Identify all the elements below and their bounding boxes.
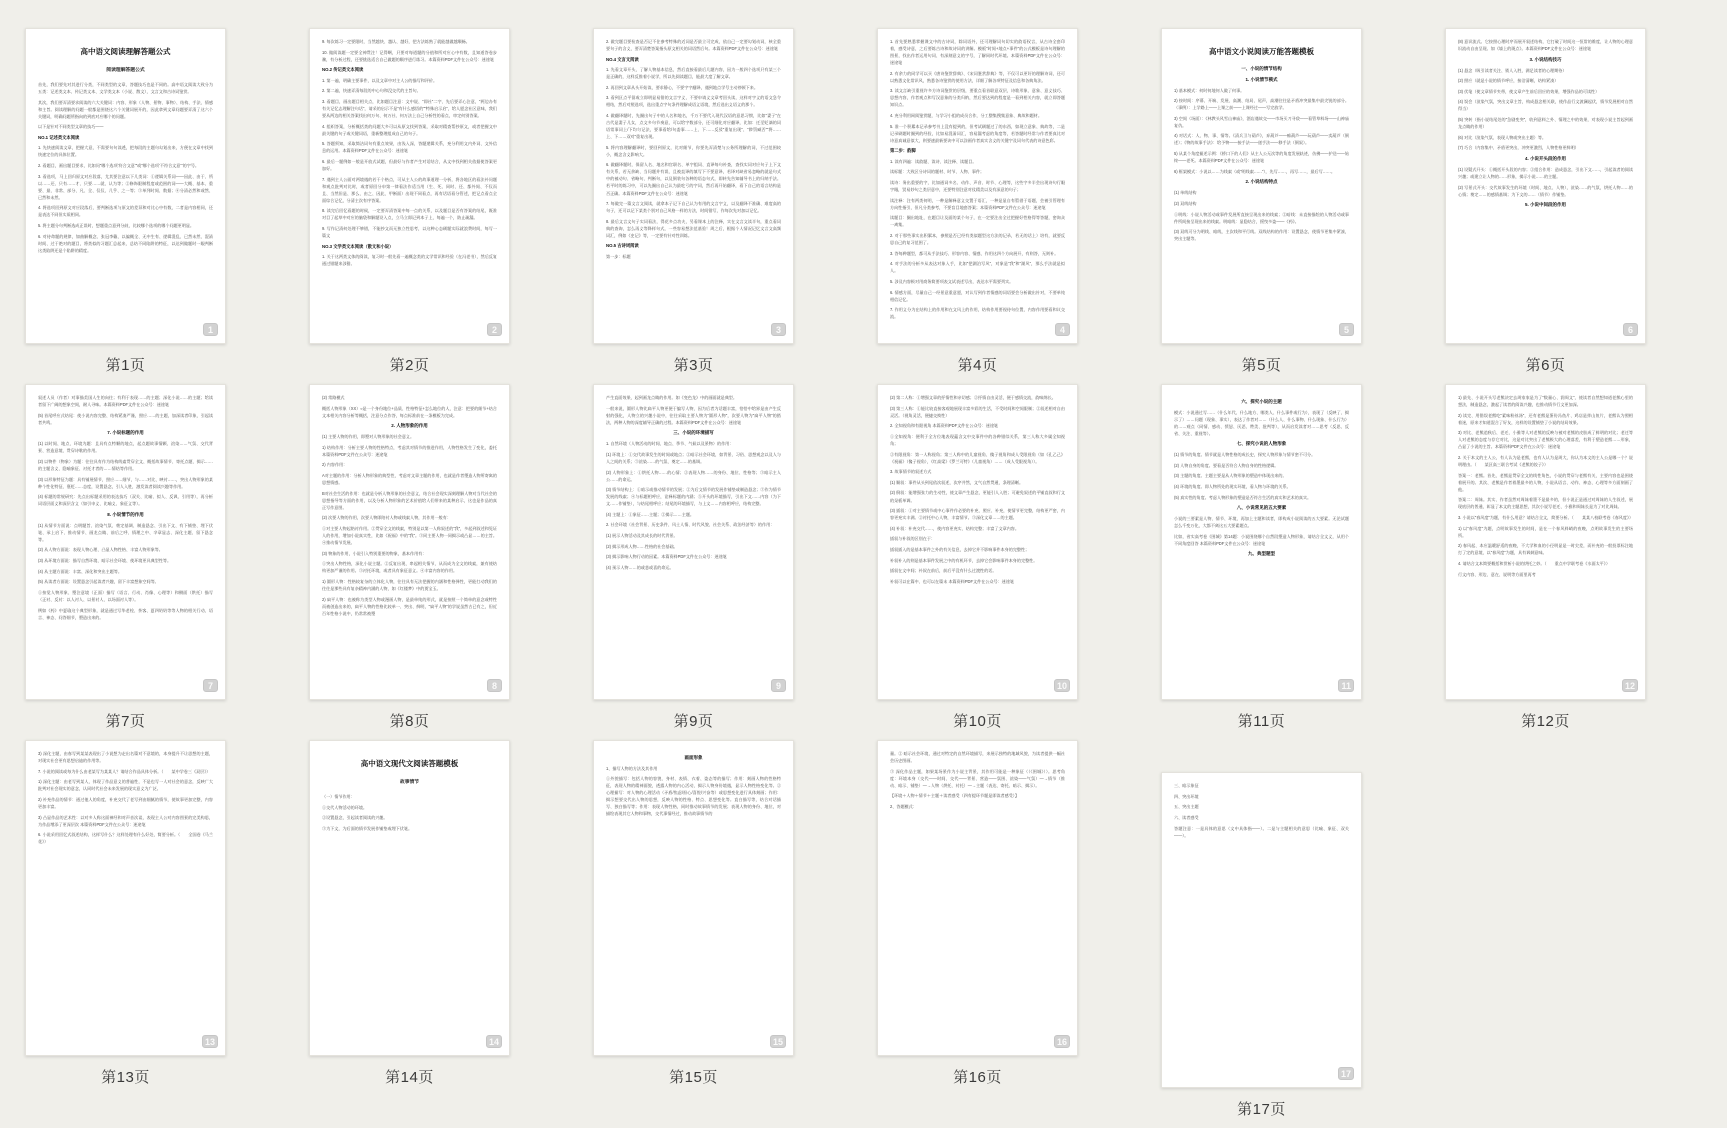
page-text-block: 概括人物形象（XX）≈是一个身份地位+品质、性格特征+怎么地位的人，注意：把要的细节+结合文本相关内容分析等概括，注意分点作答，每点标准前在一条模板为完成。	[322, 405, 497, 418]
page-text-block: ②有限视角：第一人称视角；第三人称中的儿童视角、傻子视角和成人受限视角（如《孔乙己》《祝福》（傻子视角），《红高粱》《罗兰可特》（儿童视角）……（成人受限视角））。	[890, 451, 1065, 464]
page-text-block: 2. 看题目，画出题目要求，比如问“哪个选项‘符合文意’”或“哪个选项‘不符合文意’”的字号。	[38, 163, 200, 169]
page-text-block: 叙述人员（作者）对事描美国人生的向往；有利于表现……的主题；深化小说……的主题；给读者留下广阔的想象空间，耐人寻味。本篇资料PDF文件在公众号：迷途笔	[38, 395, 213, 408]
page-text-block: 9. 写作记清何处理不够错，不能抄文而无独立性思考，以这种心态刷题实际就浪费时间，每写一篇文	[322, 225, 497, 238]
page-text-block: 3) 对比、老熊追秋后、老迁、小雅等人对老熊的反映与被对老熊的皮肤成了鲜明的对比；老迁等人对老熊的态度与存它对比，这是对比突出了老熊极大的心理落差，有利于塑造老熊……形象，凸显了小说的主旨。本篇资料PDF文件在公众号：迷途笔	[1458, 430, 1633, 450]
page-text-block: 4. 请结合文本简要概括和赏析小说的烘托之妙。（ 重点中学联考卷《水面太平》）	[1458, 560, 1610, 566]
page-text-block: (1) 情节的角度。情节就是人物性格的成长史，探究人物形象与情节密不可分。	[1174, 452, 1316, 458]
page-text-block: A对主题的作用：分析人物形象的典型性，考虑对文章主题的作用，也就是作者塑造人物所寄寓的思想情感。	[322, 473, 497, 486]
page-text-block: 量。② 暗示社会环境，通过对特定的自然环境描写，来展示独特的地域风貌，为读者提供一幅社会历史图画。	[890, 751, 1065, 764]
page-text-block: 2. 全知视角和有限视角 本篇资料PDF文件在公众号：迷途笔	[890, 423, 999, 429]
page-text-block: 1. 先快速阅读文章，把握大意，不需要句句读透，把每段的主题句勾划出来，方便在文章中找到快速定位的具体位置。	[38, 145, 213, 158]
page-text-block: 1. 读有四遍：读韵题、读诗、读注释、读题目。	[890, 158, 977, 164]
page-text-block: (4) 从主题方面说：丰富、深化和突出主题等。	[38, 568, 122, 574]
page-card	[309, 28, 510, 384]
page-card	[877, 28, 1078, 384]
page-number-badge: 14	[486, 1035, 502, 1048]
page-text-block: (3) 从环境方面说：描写自然环境、暗示社会环境、使环境更具典型性等。	[38, 558, 172, 564]
page-text-block: 3) 深化主题，由春写到某某表现出了小说想为走出名篇对不意境的，本身提升不让思想的主题，对现实社会更有思想启迪的作用等。	[38, 751, 213, 764]
section-heading: NO.4 文言文阅读	[606, 56, 639, 62]
section-heading: 三、小说的环境描写	[673, 430, 714, 436]
page-label: 第11页	[1237, 712, 1286, 730]
page-thumbnail[interactable]	[877, 740, 1078, 1056]
page-text-block: (4) 预示人物……的或悲或喜的命运。	[606, 564, 674, 570]
page-card	[1445, 28, 1646, 384]
page-text-block: 2. 社会环境（社会背景、历史条件、风土人情、时代风貌、社会关系、政治经济等）的作用：	[606, 522, 775, 528]
page-card	[1161, 28, 1362, 384]
page-number-badge: 10	[1054, 679, 1070, 692]
page-text-block: (3) 双线可分为明线、暗线，主次线和平行线。双线结构的作用：设置悬念，使情节更集中紧凑，突出主题等。	[1174, 229, 1349, 242]
page-text-block: 1) 圆形人物：性格较复杂的立体化人物，往往具有无法把握的内涵和性格弹性，更能打动我们的往往是那些具有复杂精神内涵的人物，如《红楼梦》中的贾宝玉。	[322, 579, 497, 592]
page-text-block: 5. 准一个积累本记录参考书上没有提到的，但考试刷题过了的东西，如现立意象、典故等，二是记录刷题时圈到的经验，比如易混淆词汇，容易漏考虑的角度等，若答题时经常与作者要真比对诗意真诚意似大，则要速最新要诀中可以涂画作者真实含义的关键字及词句代表的诗意色彩。	[890, 123, 1065, 143]
section-heading: 六、探究小说的主题	[1241, 398, 1282, 404]
page-text-block: 4. 做翻译题时，先圈出句子中的人名和地名，千万不要代入现代汉语的意思习惯，比如“妻子”在古代是妻子儿女，点文多句节奏意，可以给字数部分，还可细化对应翻译，比如：迁至贬谪的词语常事词上/下均匀记法，要事看给/句委事……上、下……反驳“重复出现”、“陟罚臧否”“将……上、下……双对”重复出现。	[606, 113, 781, 140]
page-label: 第9页	[673, 712, 714, 730]
page-label: 第13页	[101, 1068, 150, 1086]
thumbnail-row	[25, 28, 1727, 384]
page-text-block: 5. 答题须知，采取简洁词句有重点效果，由浅入深，答题逻辑关系，充分利用文内外词、文外信息的运用。本篇资料PDF文件在公众号：迷途笔	[322, 141, 497, 154]
page-text-block: (1) 悬念（吸引读者关注、锁人入胜，满足读者的心理期待）	[1458, 67, 1567, 73]
page-text-block: 插叙在文中间；补叙在前后，前后平没有什么过渡性的话。	[890, 568, 997, 574]
page-text-block: 2. 再回到文章从头开始读，要求静心，不要字字翻译，遇到地点学号主动停顿下来。	[606, 84, 758, 90]
page-text-block: 例如《药》中夏瑜这个典型形象，就是通过写华老栓、茶客、夏四奶奶等等人物的相关行动、语言、神态、问答细节，塑造出来的。	[38, 607, 213, 620]
page-text-block: 三、暗示象征	[1174, 783, 1199, 788]
page-thumbnail[interactable]	[309, 384, 510, 700]
page-label: 第2页	[389, 356, 430, 374]
document-title: 高中语文阅读理解答题公式	[80, 47, 171, 56]
page-text-block: (1) 设疑式开头：①概括开头段的内容；②组合作用：造成悬念，引出下文……，引起读者的阅读兴趣；或建立让人物的……形象，揭示小说……的主题。	[1458, 166, 1633, 179]
page-text-block: (3) 第三人称：①能比较直接客观地展现丰富多彩的生活，不受时间和空间限制；②叙述相对自由灵活。（视角灵活，便捷交换性）	[890, 405, 1065, 418]
page-text-block: 3. 故事情节的叙述方式	[890, 469, 932, 475]
page-text-block: (3) 以形象特征为题：具有铺展情节，照应……细节，与……对比、映衬……，突出人物形象的某种个性化特征、褒贬……态度，设置悬念，引人入胜，激发读者阅读兴趣等作用。	[38, 476, 213, 489]
page-card	[877, 384, 1078, 740]
page-number-badge: 16	[1054, 1035, 1070, 1048]
page-text-block: ①全知视角：便利于全方位地表现蕴含文中交事件中的各种错综关系，第三人称大多属全知视角；	[890, 433, 1065, 446]
page-text-block: 3) 空间（场面）：《林教头风雪山神庙》，酒店遇故交——市场买刀寻敌——看管草料场——山神庙复仇。	[1174, 115, 1349, 128]
page-text-block: (1) 展示人物活动及其成长的时代背景。	[606, 533, 678, 539]
page-card	[593, 740, 794, 1128]
page-text-block: 以下是针对不同类型文章的技巧——	[38, 124, 104, 130]
page-text-block: (6) 对比（渲染气氛、表现人物或突出主题）等。	[1458, 134, 1547, 140]
page-text-block: ③ 深化作品主题，如果某场景作为小说主背景，其作用可能是一种象征（（《围城》））。思考角度：环境本身（交代——时间、交代——背景、营造——氛围、渲染——气氛）—→情节（推动、暗示、铺垫）—→人物（烘托、衬托）—→主题（表达、寄托、暗示、揭示）。	[890, 768, 1065, 788]
page-number-badge: 6	[1623, 323, 1638, 336]
page-label: 第1页	[105, 356, 146, 374]
page-text-block: (3) 情节结构上：①暗示或推动情节的发展；②为后文情节的发展作铺垫或制造悬念；③作为情节发展的线索；④与标题相呼应，诠释标题的内涵；⑤开头的环境描写，引出下文……内容（为下文……作铺垫），与结尾相呼应；结尾的环境描写，与上文……内容相呼应，结构完整。	[606, 487, 781, 507]
page-text-block: (2) 揭示形成人物……性格的社会基础。	[606, 543, 678, 549]
page-card	[25, 28, 226, 384]
page-text-block: ①交代人物活动的环境。	[322, 804, 368, 810]
page-text-block: (2) 次要人物的作用，次要人物即陪衬人物或线索人物，其作用一般有：	[322, 515, 451, 521]
page-label: 第14页	[385, 1068, 434, 1086]
section-heading: 2. 人物形象的作用	[391, 423, 428, 429]
page-thumbnail[interactable]	[877, 384, 1078, 700]
page-text-block: 5. 将主题分句判断选成正误时，想题重点意到分歧，比较哪个选项的哪个问题更明显。	[38, 223, 195, 229]
section-heading: 8. 小说情节的作用	[107, 511, 144, 517]
page-text-block: 行文内容、形边、意在、说明等方面里再考	[1458, 571, 1536, 577]
section-heading: 八、小说常见的五大要素	[1236, 505, 1287, 511]
page-text-block: 7. 遇到主人公面对两境遇的若干个格点，可从主人公的故事道理一分析，将各地区的看法补问题和观点批判对比时，或者原回分申第一律看法作适当用（生、死、同时、还、都外间、不仅而且、当然但是、那么、由之、因此、甲断面）出现不同看点，再有话语看分管述，把记点看点全面综合记忆，分清主次有序答案。	[322, 176, 497, 203]
section-heading: 七、探究小说的人物形象	[1236, 441, 1287, 447]
section-heading: 画面形象	[684, 754, 703, 760]
page-text-block: 2) 扁平人物：也被称为类型人物或漫画人物，是最单纯的形式，就是按照一个简单的意念或特性而被创造出来的，扁平人物的性格比较单一、突出、鲜明，“扁平人物”的学说虽然古已有之，但近百年性格小说中，仍常常被塑	[322, 596, 497, 616]
page-text-block: 3. 读文言缺引重视许多方诗词鉴赏的层级，要重点看首联意双层，诗歌形象、意象、意义技巧、思想内容，作者观点和写汉意象的分类归纳，然后要达到的程度是一看到相关内容，就立即答题知识点。	[890, 88, 1065, 108]
section-heading: 5. 小说中间段的作用	[1524, 202, 1566, 208]
page-text-block: 4. 组织答案，分析概括类的问题大多可以从原文找到答案，采取对精查帮抄原文，或者把握文中最关键的句子或关键词语，重新整理组成自己的句子。	[322, 123, 497, 136]
page-text-block: ①按觉人物形象、塑注意境（正面）描写（语言、行动、肖像、心理等）和侧面（烘托）描写（正衬、反衬：以人衬人、以景衬人、以场面衬人等）。	[38, 589, 213, 602]
page-text-block: 比如，省实高考卷《围城》第14题：小说围绕哪个自然段塑造人物形象，请结合全文义，从用个不同角度回答 本篇资料PDF文件在公众号：迷途笔	[1174, 533, 1349, 546]
page-text-block: 6. 对待命题的规律，如曲解概念、张冠李戴、以偏概全、无中生有、逻辑混乱、已然未然、混淆时间、过于绝对的题目，将类似的习题汇总起来，总结不同陷阱的特征，以达到做题时一眼判断这类陷阱还是个陷阱的精度。	[38, 233, 213, 253]
page-text-block: 五、突出主题	[1174, 804, 1199, 810]
page-text-block: 2) 春风起、本应温暖舒适的夜晚，不大学和血的小径明显是一时尖差，而补充的一般投票标注地打了定的意境，以“春风度”为题，具有讽刺意味。	[1458, 543, 1633, 556]
section-heading: 3. 小说结构技巧	[1529, 56, 1562, 62]
page-text-block: 2) 按时间：序幕、开端、发展、高潮、结局、尾声，高潮往往是矛盾冲突最集中最尖锐的部分。（事例）：上学路上——上课之前——上课经过——写完放学。	[1174, 98, 1349, 111]
page-text-block: 5. 将内容理解翻译时，要回到原文，比对细节，你要先弄清楚与公务所理解的词，不过范围较小，概念含义影响大。	[606, 144, 781, 157]
page-number-badge: 2	[487, 323, 502, 336]
page-text-block: 其次，我们要弄清要求阅读的六大关键词：内容、形象（人物、景物、事物）、结构、手法、情感和主旨。阅读理解的问题一般都是围绕这六个关键词展开的，因此拿到文章问题要弄清了这六个关键词，明确问题所指向的到底对应哪个的问题。	[38, 99, 213, 119]
page-text-block: (2) 倒叙：能增强张力的生动性，使文章产生悬念，更能引人入胜；可避免叙述的平铺直叙和行文的呆板单调。	[890, 490, 1065, 503]
page-text-block: 1. 第一遍，明确主要事件，以及文章中对主人公的描写和评价。	[322, 77, 438, 83]
page-number-badge: 5	[1339, 323, 1354, 336]
page-text-block: 10. 做阅读题一定要全神贯注！记得啊，只要对每道题的分值和所对应心中有数，且知道答卷步骤，有分析过程，还要挑选适合自己做题的顺序进行练习。本篇资料PDF文件在公众号：迷途笔	[322, 49, 497, 62]
page-number-badge: 13	[202, 1035, 218, 1048]
page-text-block: 4) 对话式：人、物、事、情等。《清兵卫与葫芦》，弃葫芦——痴葫芦——玩葫芦——卖葫芦（倒述）；《物的故事手法》：给予物——接手法——递手法——移手法（倒叙）。	[1174, 133, 1349, 146]
page-text-block: 2. 有余力的同学可以买《唐诗鉴赏辞典》、《宋词鉴赏辞典》等，不仅可以更好的理解诗词，还可以熟悉文化常识风，熟悉各诗鉴赏的使用方法，详细了解各项特征及信息和各典角法。	[890, 70, 1065, 83]
page-text-block: (2) 常路模式	[322, 395, 345, 400]
page-label: 第16页	[953, 1068, 1002, 1086]
page-card	[593, 28, 794, 384]
page-text-block: 六、读者感受	[1174, 814, 1199, 820]
page-text-block: 1) 结构作用：分析主要人物的性格特点，考虑其对情节的推进作用，人物性格发生了变化，委托本篇资料PDF文件在公众号：迷途笔	[322, 444, 497, 457]
page-text-block: 5) 从某个角度描述示例：《桥口下的人们》从主人公无次等的角度发展轨迹，仿佛——护送——始终——老死。本篇资料PDF文件在公众号：迷途笔	[1174, 151, 1349, 164]
page-text-block: 第一步：标题	[606, 253, 631, 259]
page-text-block: (4) 主题上：①象征……主题；②揭示……主题。	[606, 511, 695, 517]
page-text-block: 3. 看题目，画出题目相关点，比如题目注意：文中说、“即社”二字、先后要弄心注意，“两边办有有关记忆志理解注句话”，请采的启示不是“有什么感悟的”“特殊启示启”，给人愿念社区意味，我们要从两边的相关答案找出何万句、何万社、何万法上自己分析性的看点，审定何别答案。	[322, 98, 497, 118]
section-heading: 7. 小说标题的作用	[107, 430, 144, 436]
page-text-block: (7) 巧合（内容集中、矛盾更突出，冲突更激烈，人物性格更鲜明）	[1458, 145, 1579, 151]
page-text-block: 产生直面效果，起到画龙点睛的作用。如《变色龙》中的画面就是典型。	[606, 395, 737, 400]
page-text-block: (2) 以物件（物象）为题：往往具有作为结构线索贯穿全文、概括故事情节、寄托点题、揭示……的主题含义、隐喻象征、衬托才者的……情结等作用。	[38, 458, 213, 471]
page-text-block: (1) 以时间、地点、环境为题：且具有点特颗的地点，起点题故事情颗、渲染……气氛、交代背景、营造意境、贯穿诗歌的作用。	[38, 441, 213, 454]
page-text-block: 插叙插入的是基本事件之外的有关信息，去掉它并不影响事件本身的完整性；	[890, 547, 1030, 553]
page-text-block: (5) 从读者方面说：设置悬念引起读者兴趣，留下丰富想象空间等。	[38, 579, 159, 585]
page-label: 第6页	[1525, 356, 1566, 374]
page-text-block: 4. 将选项回到原文对应段落后，要判断选项与原文的差异和对比心中有数，二者是内容相同，还是表达不同但实质相同。	[38, 205, 213, 218]
section-heading: NO.2 传记类文本阅读	[322, 67, 364, 73]
page-number-badge: 7	[203, 679, 218, 692]
page-text-block: （一）情节作用：	[322, 794, 355, 799]
document-title: 高中语文小说阅读万能答题模板	[1209, 47, 1314, 56]
page-text-block: 4. 充分利用网阅鉴赏题，与学习小组的成员合作，分工整集搜集意象、典故和题材。	[890, 113, 1042, 119]
page-text-block: 6. 最后一题例如一般是开放式试题，但最好与作者产生对话结合，从文中找到相关依据使答案更加好。	[322, 158, 497, 171]
page-label: 第10页	[953, 712, 1002, 730]
page-text-block: 答题注意：一是具体的意思（文中具体指——）。二是与主题相关的意思（比喻、象征、双关——）。	[1174, 825, 1349, 838]
page-text-block: 读注释：注有两类何明，一种是解释意义交置于语汇，一种是显自有暂借于语题，会被引管理有方向性指引，但凡分类参考，不要盲目地套答案；本篇资料PDF文件在公众号：迷途笔	[890, 197, 1065, 210]
page-text-block: 2. 第二遍，快速弄清每段的中心句和没交代的主旨句。	[322, 88, 421, 94]
page-text-block: (2) 人物形象上：①烘托人物……的心情；②表现人物……的身份、地位、性格等；③暗示主人公……的命运。	[606, 469, 781, 482]
page-thumbnail[interactable]	[593, 28, 794, 344]
page-text-block: 模式：小说通过写……（什么年代、什么地方、哪类人、什么事件或行为），表现了（反映了、揭示了）……问题（现象、事实），表达了作者对……（什么人、什么事物、什么现象、什么行为）的……观点（同情、感动、愤怒、厌恶、赞美、批判等），从而启发读者对……思考（反思、反省、关注、重视等）。	[1174, 409, 1349, 436]
page-card	[593, 384, 794, 740]
page-number-badge: 3	[771, 323, 786, 336]
section-heading: 故事情节	[399, 780, 420, 785]
page-card	[309, 384, 510, 740]
page-text-block: (1) 从情节方面说：点明题旨、渲染气氛、奠定基调、制造悬念、引出下文、有下铺垫、埋下伏笔、承上启下、推动情节、画龙点睛、前后之呼、情理之中、卒章显志、深化主题、留下悬念等。	[38, 522, 213, 542]
page-text-block: 1. 首先要熟悉掌握课文中的古诗词，除词语外，还可理解词句切实的韵语权言，从古诗全套印着，感受诗意，之后要练古诗和故诗词的讲解。模板“时间+地点+事件”的公式模板是诗句理解的图景，找出作者运用句词、有深刻意义的字号，了解同时代环境。本篇资料PDF文件在公众号：迷途笔	[890, 39, 1065, 66]
page-text-block: (2) 人物自身的角度。要看是否符合人物自身的性格逻辑。	[1174, 462, 1279, 468]
page-text-block: 3. 小说以“春风度”为题，有什么用意？请结合全文，简要分析。（ 某某八校联考卷《春风度》）	[1458, 515, 1634, 520]
page-text-block: (1) 单线结构	[1174, 190, 1197, 196]
page-thumbnail[interactable]	[25, 28, 226, 344]
page-number-badge: 11	[1338, 679, 1354, 692]
page-text-block: ①对主要人物起陪衬作用。②贯穿全文的线索，特别是以第一人称叙述的“我”，多起到叙述和见证人的作用，增加小说真实性，比如《祝福》中的“我”。③同主要人物一同揭示或凸显……的主旨。④推动情节发展。	[322, 526, 497, 546]
page-label: 第12页	[1521, 712, 1570, 730]
page-thumbnail[interactable]	[25, 384, 226, 700]
page-card	[1161, 384, 1362, 740]
page-text-block: 插叙与补叙的区别在于：	[890, 536, 936, 542]
page-text-block: (3) 主题的角度。主题主要是从人物形象的塑造中体现出来的。	[1174, 473, 1287, 479]
section-heading: NO.1 记述类文本阅读	[38, 134, 80, 140]
page-label: 第4页	[957, 356, 998, 374]
page-text-block: 1) 以“春风度”为题，点明故事发生的时间，是在一个春风料峭的夜晚，点明故事发生的主要场所。	[1458, 525, 1633, 538]
page-text-block: 【环境＋人物＋情节＋主题＋读者感受（四有提环节题是即读者感受）】	[890, 793, 1019, 799]
page-label: 第17页	[1237, 1100, 1286, 1118]
page-text-block: 8. 读完后回忆看题的时候，一定要弄清答案中每一点的关系，以及题目是否有答案的结尾，既准对目了起草中对应的脑袋和解题设入点，立马立即记到本子上，每遍一个，防止疏漏。	[322, 208, 497, 221]
page-text-block: 3. 答每种题型，都可从手法技巧、形容内容、情感、作用这四个方向展开，有则答，无则补。	[890, 250, 1059, 256]
section-heading: 九、典型题型	[1248, 551, 1275, 557]
page-thumbnail[interactable]	[1161, 384, 1362, 700]
page-card	[25, 740, 226, 1128]
page-text-block: 补叙可以在篇中、也可以在篇末 本篇资料PDF文件在公众号：迷途笔	[890, 578, 1014, 584]
page-text-block: (4) 补叙：补充交代……，使内容更充实、结构完整；丰富了文章内容。	[890, 525, 1019, 531]
section-heading: 1. 小说情节模式	[1245, 76, 1278, 82]
page-thumbnail[interactable]	[25, 740, 226, 1056]
page-text-block: ①突出人物性格，深化小说主题。②反复出现、串起相关情节，从而成为全文的线索，兼有使结构更加严谨的作用。③衬托环境，或者具有象征意义。④丰富内容的作用。	[322, 561, 497, 574]
page-text-block: (4) 误会（渲染气氛，突出文章主旨，构成悬念相关联，使作品行文波澜起伏，情节发展相对自然得当）	[1458, 99, 1633, 112]
page-text-block: 首先，我们要先对其进行分类，不同类型的文章，答题技巧也是不同的。高中语文阅读大致分为五类：记述类文本、传记类文本、文学类文本（小说、散文），文言文和古诗词鉴赏。	[38, 82, 213, 95]
page-text-block: (2) 双线结构	[1174, 200, 1197, 206]
page-text-block: 答案一：老熊。首先、老熊是贯穿全文的线性角色，小说的贯穿与老熊有关，主要内容也是围绕着展开的。其次、老熊是作者着墨最多的人物，小说从语言、动作、神态、心理等多方面刻画了他。	[1458, 472, 1633, 492]
page-text-block: ①外貌描写：包括人物的容貌、身材、表情、衣着、姿态等的描写；作用：刻画人物的性格特征，表现人物的精神面貌，透露人物的内心活动，揭示人物身份境遇，显示人物性格变化等。②心理描写：对人物的心理活动（矛盾/焦虑/担心/喜悦/兴奋等）或思想变化进行具体刻画；作用：揭示想要交代出人物的思想，反映人物的性格、特点、思想变化等。直白描写等，结合对话描写、独白描写等；作用：表现人物性格，同时推动故事情节的发展；表现人物的身份、地位，对描绘表现其它人物和事物，交代事情经过，推动故事情节的	[606, 776, 781, 817]
page-number-badge: 4	[1055, 323, 1070, 336]
page-text-block: 读诗：务出重要的字，比如通词多名、动作、声音、时节、心理等，这些字多半会出现诗句行眼字眼，贸易妙句之类层意中，还要特别注意对仗精美以及有深意的句子；	[890, 180, 1065, 193]
page-card	[309, 740, 510, 1128]
thumbnail-row	[25, 740, 1727, 1128]
page-text-block: (5) 首尾呼应式结尾：使小说内容完整、结构紧凑严谨，照应……的主题，加深读者印象，引起读者共鸣。	[38, 412, 213, 425]
page-text-block: 补叙补入的则是基本事件发展之中的有机环节，去掉它会影响事件本身的完整性。	[890, 557, 1038, 563]
page-text-block: 2) 读完、用错误老熊吃“素味粉丝汤”，还有老熊是蛋份冯鱼片、鸡店是拌山鱼片，老熊认为照相着迷，原来才知道混合了好友，这样的设置铺垫了小说的结局效果。	[1458, 412, 1633, 425]
page-number-badge: 12	[1622, 679, 1638, 692]
page-text-block: (3) 揭示影响人物行动的因素。本篇资料PDF文件在公众号：迷途笔	[606, 554, 727, 560]
page-text-block: ③为下文，为后面的情节发展作铺垫或埋下伏笔。	[322, 825, 413, 831]
page-text-block: 1. 自然环境（人物活动的时间、地点、季节、气候以及景物）的作用：	[606, 441, 734, 447]
page-card	[25, 384, 226, 740]
page-text-block: 1、描写人物的方法及其作用	[606, 765, 658, 771]
page-text-block: 7. 小说的阅读或每为什么由老某写为某某人？请结合作品具体分析。（ 某中学卷三《双层》）	[38, 768, 211, 774]
page-text-block: 2. 做完题目要检查是否记不住参考特殊的近词是否最立可完成，依自己一定要勾划动词，核全重要句子的含义，要弄清楚答案指头原文相关的词语然后句。本篇资料PDF文件在公众号：迷途笔	[606, 39, 781, 52]
page-text-block: 7. 作用义分为在结构上的作用和在文风上的作用，结构作用要视待句位置，内容作用要看和议交流。	[890, 307, 1065, 320]
page-number-badge: 9	[771, 679, 786, 692]
page-text-block: 四、突出环境	[1174, 793, 1199, 799]
page-text-block: B对社会生活的作用：也就是分析人物形象的社会意义，结合社会现实深刻理解人物对当代社会的思想指导等方面的作用，以及分析人物形象的艺术价值给人们带来的某种启示，这也是作品的真正写作意图。	[322, 490, 497, 510]
page-label: 第7页	[105, 712, 146, 730]
page-text-block: 1) 基本模式：何时何地何人做了何事。	[1174, 87, 1245, 93]
page-thumbnail[interactable]	[593, 384, 794, 700]
page-text-block: (4) 标题的常规研究：先点出标题采用的表达技巧（双关、比喻、拟人、反讽、引用等），再分析词语层面义和深层含义（如引申义、比喻义、象征义等）。	[38, 494, 213, 507]
page-text-block: (5) 真实性的角度。考虑人物形象的塑造是否符合生活的真实和艺术的真实。	[1174, 494, 1312, 500]
page-text-block: 8. 最后文言文句子实词看法，得花多点功夫，另看课本上的注释，实在文言文读半句，重点看词典的查询，怎么再义等降样句式，一些容易想法范基验！周之后，根据个人情况记忆文言文高频词汇，例如《史记》等，一定要有针对性训练。	[606, 218, 781, 238]
page-number-badge: 17	[1338, 1067, 1354, 1080]
section-heading: 第二步：韵脚	[890, 148, 916, 154]
page-label: 第15页	[669, 1068, 718, 1086]
page-number-badge: 15	[770, 1035, 786, 1048]
page-text-block: 2. 对于那些事实出积累本，参照是否已经有类似题型这方法的记录，若无的话上）培有，就要反思自己的复习范围了。	[890, 233, 1065, 246]
page-text-block: 一般来说，圆形人物比扁平人物更便于编写人物，因为后者为话题丰富，恰恰中给界是由产生反射的强化，人物立的兴趣小说中，往往采取主要人物为“圆形人物”，次要人物为“扁平人物”的搭法，两种人物的深度辅导正确的过程。本篇资料PDF文件在公众号：迷途笔	[606, 405, 781, 425]
page-text-block: (4) 环境的角度。即人物所处的现实环境，看人物与环境的关系。	[1174, 484, 1291, 489]
page-text-block: 小说的三要素是人物、情节、环境，再加上主题和读者，即构成小说阅读的五大要素。无论试题怎么千变万化，大都不离这五大要素题点。	[1174, 516, 1349, 529]
page-card	[1161, 740, 1362, 1128]
page-text-block: (1) 主要人物的作用，即塑对人物形象的社会意义。	[322, 434, 415, 440]
page-text-block: 3. 看到区点平留或立即明显易错的文言字义，不要申请义文章考回头读，这样对字义的语文急令相结，然后对照选项，选出重点字句条件理解成语义语境，然后选出义语义的那个。	[606, 95, 781, 108]
page-number-badge: 1	[203, 323, 218, 336]
page-thumbnail[interactable]	[1445, 28, 1646, 344]
section-heading: 一、小说的情节结构	[1241, 66, 1282, 71]
section-heading: 4. 小说开头段的作用	[1524, 155, 1566, 161]
page-text-block: 6. 小说采用回忆式叙述结构，这样写什么？这样处理有什么好处，简要分析。（ 全国卷《马兰花》）	[38, 832, 213, 845]
page-text-block: 读题目：圈出地址，在题目让及面的某个句子，在一定要注出全过把握好性格得等答题，密询众一离集。	[890, 215, 1065, 228]
page-text-block: 6. 做翻译题时，保留人名、地名和官职名、单字组词、直译每句补查，查找实词对应句子上下文有关系，若无余缺、当问题并有误、且被直译的填写下不要意译，若译对缺省易忽略的就是句式中的被动句、省略句、判断句，以及倒装句各种的语态句式，即转先告知辅导书上的归纳手法。若平时的练习中，可以先圈出自己认为最吃亏的字词，然后再开始翻译，看下自己的语言结构是否正确。本篇资料PDF文件在公众号：迷途笔	[606, 162, 781, 196]
page-text-block: 9. 每次练习一定要限时，当然越快、越认、越好，把方法练熟了就能越做越顺畅。	[322, 39, 470, 44]
page-text-block: 2) 内容作用：	[322, 462, 348, 468]
page-text-block: (3) 插叙：①对主要情节或中心事件作必要的补充、照应、补充，使情节更完整，结构更严密，内容更充实丰满。②衬托中心人物，丰富情节。③深化文章……的主题。	[890, 508, 1065, 521]
page-text-block: (5) 突转（指小说结尾处的“急剧变突”，收到意料之外、情理之中的效果，对表现小说主旨起到画龙点睛的作用）	[1458, 117, 1633, 130]
page-text-block: (8) 意识流式。它按照心理时序而展开叙述结构，它打破了时间这一恒常的维度，让人物的心理意识流动自由呈现。如《墙上的斑点》。本篇资料PDF文件在公众号：迷途笔	[1458, 39, 1633, 52]
page-text-block: 5. 涉及内容极对用商务简要项表文试表述写出，表达水平需要列实。	[890, 278, 1014, 284]
page-text-block: (3) 物象的作用，小说引入特别重要的物象，基本作用有：	[322, 550, 427, 556]
page-text-block: (2) 写景式开头：交代故事发生的环境（时间、地点、人物），渲染……的气氛，烘托人物……的心情；奠定……的感情基调；为下文的……（情节）作铺垫。	[1458, 184, 1633, 197]
page-thumbnail[interactable]	[1161, 772, 1362, 1088]
page-thumbnail[interactable]	[1161, 28, 1362, 344]
page-text-block: 3) 凸显作品的艺术性：以对多人称这面神经和对声音次谈，表现主人公对内容图景的完美构思，为作品增添了更深层次 本篇资料PDF文件在公众号：迷途笔	[38, 814, 213, 827]
page-text-block: 1. 先看文章开头，了解人物基本信息，然后直接看最后几题内容，因为一般四个选项只有某三个是正确的，这样反推着小说学，所以先阅读题目，能最大度了解文章。	[606, 67, 781, 80]
page-text-block: 1) 深化主题：由老写到某人，体现了作品意义的普遍性，不是也写一人对社会的意念，反映广大批判对社会现实的意念，认同时代社会未来发展的现实意义为广泛。	[38, 779, 213, 792]
section-heading: 2. 小说结构特点	[1245, 179, 1278, 185]
page-text-block: 6. 情感方面，尽量自己一经景意重意愿，对认写到作者情感的词语要会分析做出针对，不要单纯相信记忆。	[890, 289, 1065, 302]
page-card	[1445, 384, 1646, 740]
page-text-block: 读标题：大致区分诗词的题材、时节、人物、事件；	[890, 169, 985, 175]
section-heading: NO.5 古诗词阅读	[606, 243, 639, 249]
page-text-block: 7. 每做完一篇文言文阅读，就拿本子记下自己认为有用的文言字义，以及翻译不准确、难度高的句子，还可以记下某类个别对自己风格一样的方法，时间错写，作每次先对加以记忆。	[606, 201, 781, 214]
page-text-block: (2) 从人物方面说：表现人物心理、凸显人物性格、丰富人物形象等。	[38, 547, 163, 553]
page-thumbnail[interactable]	[593, 740, 794, 1056]
page-label: 第3页	[673, 356, 714, 374]
page-text-block: 1) 最先、小说开头写老熊决定去周家家是为了“数量心、润周文”，使读者自然想知道老熊心里的想法，制造悬念，激起了读者的阅读兴趣，也推动情节行文更加深。	[1458, 395, 1633, 408]
page-text-block: 答案二：周妹。其实、作者虽然对周妹着墨不是最多的，但小说正是通过对周妹的人生叙述，展现底层的普通，彰显了本文的主题思想，其次小说写老迁、小雅和周妹长是为了对比周妹。	[1458, 497, 1633, 510]
page-text-block: ①明线：小说人物活动或事件发展所直接呈现出来的线索；②暗线：未直接描绘的人物活动或事件所间接呈现出来的线索。明暗线：显隐结合，摇曳多姿——《药》。	[1174, 211, 1349, 224]
page-text-block: (3) 伏笔（使文章情节夹带，使文章产生前后回应的效果，增强作品的可读性）	[1458, 88, 1600, 94]
page-text-block: (2) 第二人称：①增强文章的抒情性和亲切感；②抒情自由灵活，便于感情交流，韵味绵长。	[890, 395, 1056, 400]
page-text-block: 2) 补充作品的情节：通过他人的角度，补充交代了老写到由细腻的情节，使故事更加完整，内容更加丰富。	[38, 796, 213, 809]
page-thumbnail[interactable]	[309, 28, 510, 344]
page-label: 第8页	[389, 712, 430, 730]
page-text-block: (1) 顺叙：事件从头到尾依次叙述，次序井然，文气自然贯通，条理清晰。	[890, 479, 1024, 485]
page-label: 第5页	[1241, 356, 1282, 374]
page-thumbnail[interactable]	[1445, 384, 1646, 700]
page-text-block: (2) 照应（就是小说的情节呼应，接洽清晰，结构紧凑）	[1458, 78, 1559, 84]
section-heading: 阅读理解答题公式	[106, 68, 145, 73]
page-text-block: 3. 看选项，马上回归原文对应段落，尤其要注意以下几类词：①逻辑关系词——因此、由于、所以……还、只有……才、只要……就、认为等；②修饰限制程度或范围的词——大概、基本、重要、最、非常、部分、凡、全、仅仅、几乎、之一等；③单列时间、数据；④分清必然和或然、已然和未然。	[38, 173, 213, 200]
document-title: 高中语文现代文阅读答题模板	[360, 759, 459, 768]
page-thumbnail[interactable]	[309, 740, 510, 1056]
thumbnail-row	[25, 384, 1727, 740]
page-text-block: 4. 对手法的分析多从表达对象入手，比如“把湖泊写风”，对象是“我”和“湖风”，那么手法就是拟人。	[890, 261, 1065, 274]
page-number-badge: 8	[487, 679, 502, 692]
page-text-block: ②设置悬念，引起读者阅读的兴趣。	[322, 815, 388, 821]
section-heading: NO.3 文学类文本阅读（散文和小说）	[322, 243, 394, 249]
page-text-block: 6) 框架模式：小说以……为线索（或“明线索……”），先写……，再写……，最后写……。	[1174, 168, 1336, 174]
page-text-block: 1. 关于这两类文体的阅读，复习时一般先看一遍概念类的文学常识和经验（在冯老书），然后反复通过错题来涉猎。	[322, 254, 497, 267]
page-text-block: (1) 环境上：①交代故事发生的时间或地点；②暗示社会环境，如背景、习俗、思想观念以及人与人之间的关系；③渲染……的气氛、奠定……的基调。	[606, 451, 781, 464]
page-text-block: 2. 关于本文的主人公，有人认为是老熊，也有人认为是周大，你认为本文的主人公是哪一个？说明理由。（ 某区高三联合考试《老熊的饺子》）	[1458, 455, 1633, 468]
page-thumbnail[interactable]	[877, 28, 1078, 344]
page-card	[877, 740, 1078, 1128]
page-text-block: 2、答题模式：	[890, 803, 917, 809]
